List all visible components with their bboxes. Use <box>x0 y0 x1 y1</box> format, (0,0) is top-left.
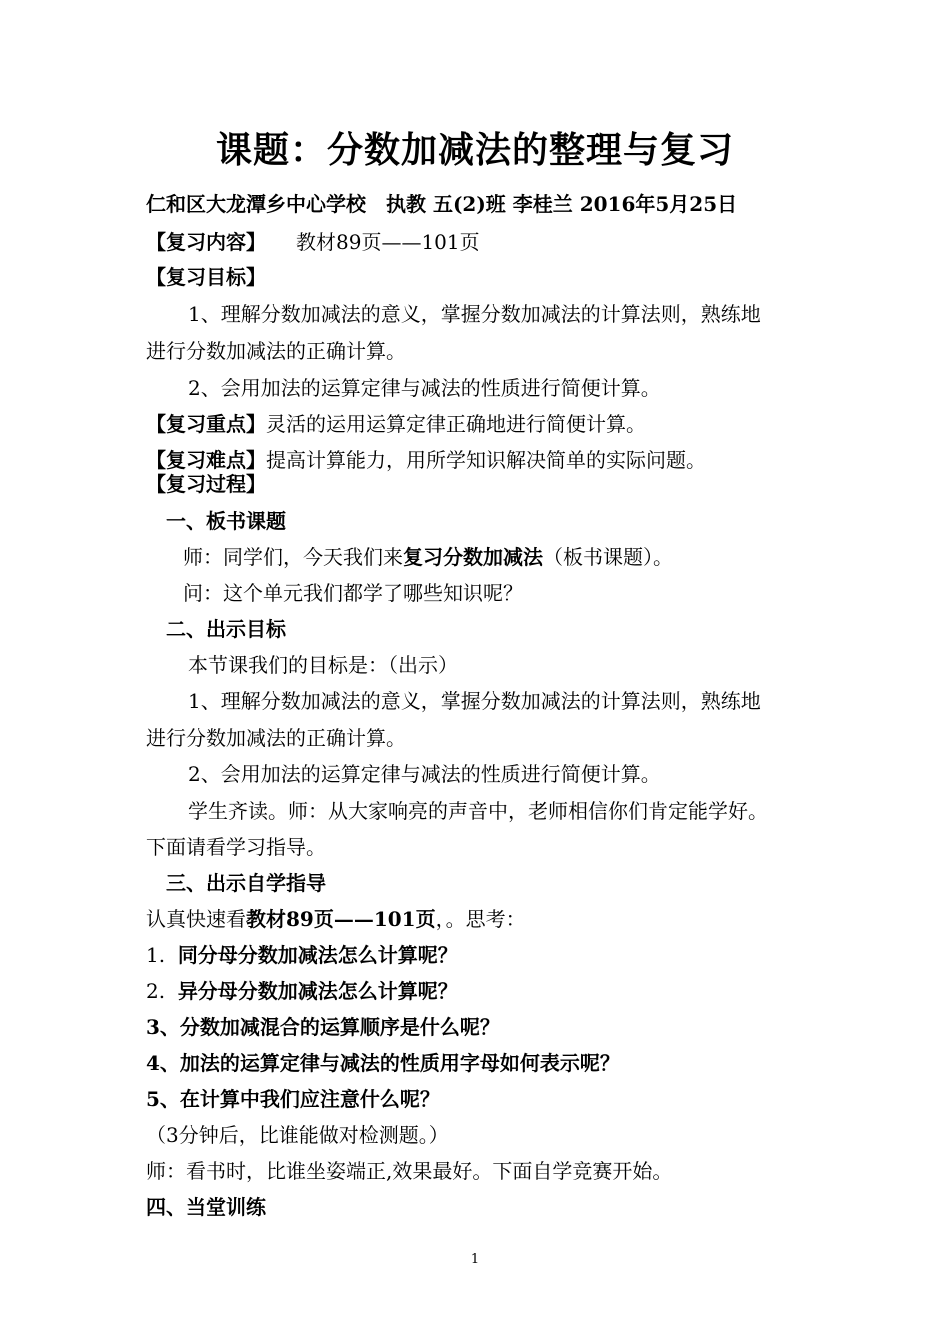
difficulty-text: 提高计算能力，用所学知识解决简单的实际问题。 <box>266 448 706 472</box>
page-title: 课题：分数加减法的整理与复习 <box>215 129 734 171</box>
guide-text-post: ，。思考： <box>435 907 526 931</box>
teacher-text-post: （板书课题）。 <box>543 545 673 569</box>
section-1-teacher <box>183 543 673 571</box>
section-2-read-a: 学生齐读。师：从大家响亮的声音中，老师相信你们肯定能学好。 <box>188 799 768 823</box>
section-3-heading: 三、出示自学指导 <box>166 871 326 895</box>
review-content-label: 【复习内容】 <box>146 230 256 254</box>
review-goals-label: 【复习目标】 <box>146 265 266 289</box>
question-2-number: 2. <box>146 979 166 1003</box>
key-point-text: 灵活的运用运算定律正确地进行简便计算。 <box>266 412 646 436</box>
review-goal-2: 2、会用加法的运算定律与减法的性质进行简便计算。 <box>188 376 661 400</box>
teacher-text: 师：同学们，今天我们来 <box>183 545 403 569</box>
section-4-heading: 四、当堂训练 <box>146 1195 266 1219</box>
process-label: 【复习过程】 <box>146 472 266 496</box>
key-point-label: 【复习重点】 <box>146 412 266 436</box>
question-5: 5、在计算中我们应注意什么呢？ <box>146 1087 440 1111</box>
section-2-goal-1b: 进行分数加减法的正确计算。 <box>146 726 406 750</box>
review-goal-1a: 1、理解分数加减法的意义，掌握分数加减法的计算法则，熟练地 <box>188 302 761 326</box>
teacher-bold-text: 复习分数加减法 <box>403 545 543 569</box>
section-3-teacher: 师：看书时，比谁坐姿端正,效果最好。下面自学竞赛开始。 <box>146 1159 673 1183</box>
section-2-goal-1a: 1、理解分数加减法的意义，掌握分数加减法的计算法则，熟练地 <box>188 689 761 713</box>
key-point <box>146 410 646 438</box>
section-2-intro: 本节课我们的目标是：（出示） <box>188 653 458 677</box>
question-4: 4、加法的运算定律与减法的性质用字母如何表示呢？ <box>146 1051 620 1075</box>
page-number: 1 <box>470 1252 480 1267</box>
question-1-text: 同分母分数加减法怎么计算呢？ <box>177 943 458 967</box>
question-3: 3、分数加减混合的运算顺序是什么呢？ <box>146 1015 500 1039</box>
section-1-heading: 一、板书课题 <box>166 509 286 533</box>
question-2 <box>146 977 458 1005</box>
guide-text: 认真快速看 <box>146 907 246 931</box>
review-goal-1b: 进行分数加减法的正确计算。 <box>146 339 406 363</box>
section-3-guide <box>146 905 526 933</box>
author-line: 仁和区大龙潭乡中心学校 执教 五(2)班 李桂兰 2016年5月25日 <box>146 192 738 216</box>
difficulty-label: 【复习难点】 <box>146 448 266 472</box>
section-3-note: （3分钟后，比谁能做对检测题。） <box>146 1123 449 1147</box>
section-1-question: 问：这个单元我们都学了哪些知识呢？ <box>183 581 523 605</box>
guide-bold-text: 教材89页——101页 <box>246 907 436 931</box>
section-2-heading: 二、出示目标 <box>166 617 286 641</box>
section-2-read-b: 下面请看学习指导。 <box>146 835 326 859</box>
question-1-number: 1. <box>146 943 166 967</box>
review-content-text: 教材89页——101页 <box>256 230 480 254</box>
section-2-goal-2: 2、会用加法的运算定律与减法的性质进行简便计算。 <box>188 762 661 786</box>
question-2-text: 异分母分数加减法怎么计算呢？ <box>177 979 458 1003</box>
question-1 <box>146 941 458 969</box>
review-content <box>146 228 480 256</box>
